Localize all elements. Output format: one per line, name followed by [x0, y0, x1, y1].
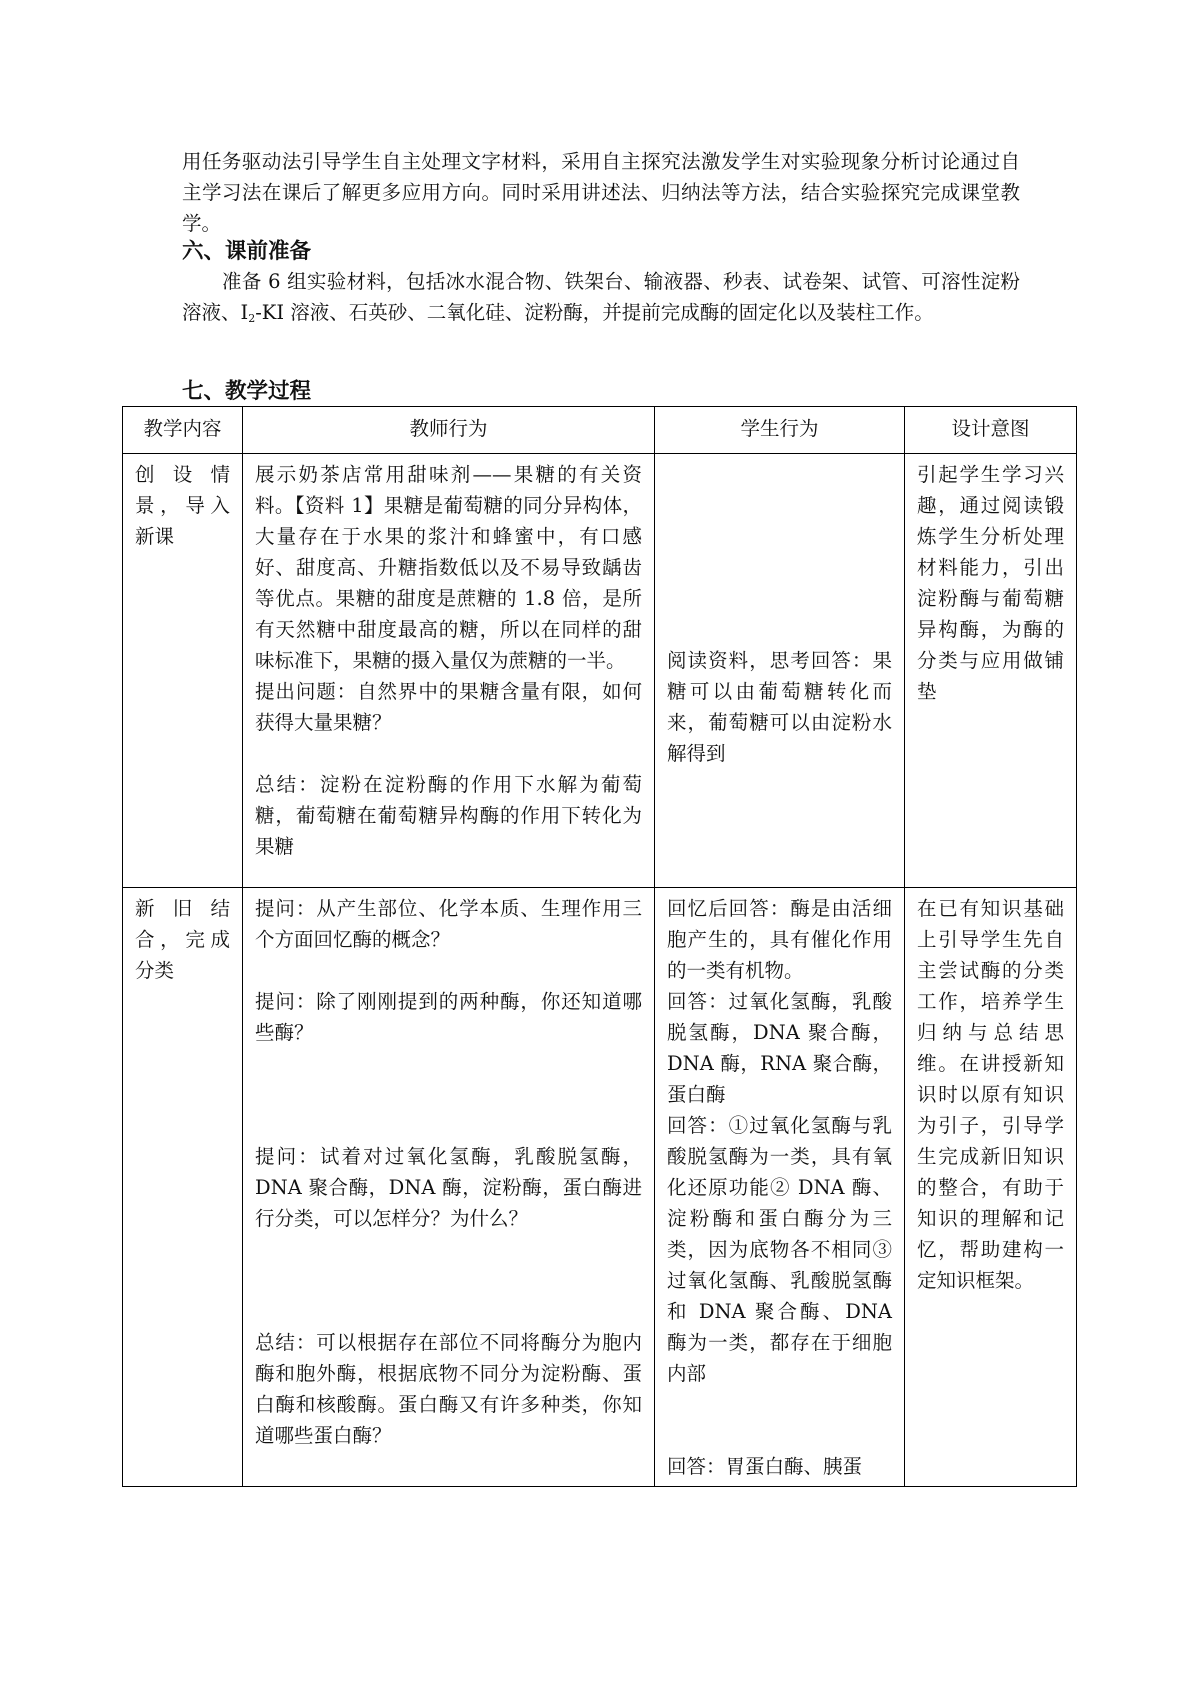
section-heading-preparation: 六、课前准备 — [182, 239, 312, 264]
row2-content-cell — [123, 888, 243, 1487]
preparation-text-part2: -KI 溶液、石英砂、二氧化硅、淀粉酶，并提前完成酶的固定化以及装柱工作。 — [255, 301, 934, 324]
table-header-row — [123, 407, 1077, 454]
row1-content: 创设情景，导入新课 — [135, 463, 230, 548]
row2-student-answer4: 回答：胃蛋白酶、胰蛋 — [667, 1455, 863, 1478]
row2-teacher-question3: 提问：试着对过氧化氢酶，乳酸脱氢酶，DNA 聚合酶，DNA 酶，淀粉酶，蛋白酶进行分类，可以怎样分？为什么？ — [255, 1145, 642, 1230]
row2-teacher-cell — [243, 888, 655, 1487]
row2-intent-cell — [905, 888, 1077, 1487]
teaching-process-table — [122, 406, 1077, 1487]
header-teacher: 教师行为 — [243, 407, 655, 454]
row2-teacher-question2: 提问：除了刚刚提到的两种酶，你还知道哪些酶？ — [255, 990, 642, 1044]
row2-student-answer2: 回答：过氧化氢酶，乳酸脱氢酶，DNA 聚合酶，DNA 酶，RNA 聚合酶，蛋白酶 — [667, 990, 892, 1106]
row2-student-answer3: 回答：①过氧化氢酶与乳酸脱氢酶为一类，具有氧化还原功能② DNA 酶、淀粉酶和蛋白酶分为三类，因为底物各不相同③过氧化氢酶、乳酸脱氢酶和 DNA 聚合酶、DNA 酶为一类，都存在于细胞内部 — [667, 1114, 892, 1385]
row1-teacher-question: 提出问题：自然界中的果糖含量有限，如何获得大量果糖？ — [255, 680, 642, 734]
row2-student-cell — [655, 888, 905, 1487]
row2-teacher-summary: 总结：可以根据存在部位不同将酶分为胞内酶和胞外酶，根据底物不同分为淀粉酶、蛋白酶和核酸酶。蛋白酶又有许多种类，你知道哪些蛋白酶？ — [255, 1331, 642, 1447]
row2-student-answer1: 回忆后回答：酶是由活细胞产生的，具有催化作用的一类有机物。 — [667, 897, 892, 982]
row2-intent: 在已有知识基础上引导学生先自主尝试酶的分类工作，培养学生归纳与总结思维。在讲授新知识时以原有知识为引子，引导学生完成新旧知识的整合，有助于知识的理解和记忆，帮助建构一定知识框架。 — [917, 897, 1064, 1292]
row1-teacher-material: 展示奶茶店常用甜味剂——果糖的有关资料。【资料 1】果糖是葡萄糖的同分异构体，大量存在于水果的浆汁和蜂蜜中，有口感好、甜度高、升糖指数低以及不易导致龋齿等优点。果糖的甜度是蔗糖的 1.8 倍，是所有天然糖中甜度最高的糖，所以在同样的甜味标准下，果糖的摄入量仅为蔗糖的一半。 — [255, 463, 642, 672]
table-row — [123, 888, 1077, 1487]
iodine-subscript: 2 — [248, 312, 256, 325]
table-row — [123, 454, 1077, 888]
section-heading-process: 七、教学过程 — [182, 379, 312, 404]
row1-content-cell — [123, 454, 243, 888]
header-content: 教学内容 — [123, 407, 243, 454]
preparation-paragraph — [182, 266, 1020, 328]
row1-student-answer: 阅读资料，思考回答：果糖可以由葡萄糖转化而来，葡萄糖可以由淀粉水解得到 — [667, 649, 892, 765]
preparation-text-part1: 准备 6 组实验材料，包括冰水混合物、铁架台、输液器、秒表、试卷架、试管、可溶性淀粉溶液、I — [182, 270, 1020, 324]
row2-teacher-question1: 提问：从产生部位、化学本质、生理作用三个方面回忆酶的概念？ — [255, 897, 642, 951]
row1-intent: 引起学生学习兴趣，通过阅读锻炼学生分析处理材料能力，引出淀粉酶与葡萄糖异构酶，为酶的分类与应用做铺垫 — [917, 463, 1064, 703]
row1-teacher-cell — [243, 454, 655, 888]
header-student: 学生行为 — [655, 407, 905, 454]
intro-paragraph: 用任务驱动法引导学生自主处理文字材料，采用自主探究法激发学生对实验现象分析讨论通过自主学习法在课后了解更多应用方向。同时采用讲述法、归纳法等方法，结合实验探究完成课堂教学。 — [182, 150, 1020, 235]
row2-content: 新旧结合，完成分类 — [135, 897, 230, 982]
row1-student-cell — [655, 454, 905, 888]
row1-teacher-summary: 总结：淀粉在淀粉酶的作用下水解为葡萄糖，葡萄糖在葡萄糖异构酶的作用下转化为果糖 — [255, 773, 642, 858]
header-intent: 设计意图 — [905, 407, 1077, 454]
row1-intent-cell — [905, 454, 1077, 888]
